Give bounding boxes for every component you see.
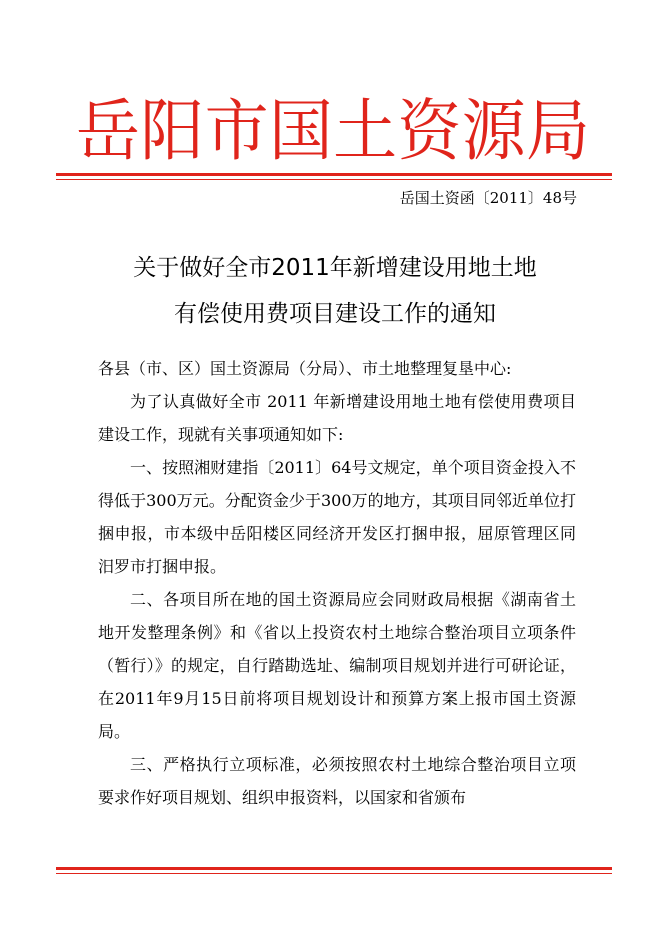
title-line-2: 有偿使用费项目建设工作的通知 bbox=[174, 301, 496, 327]
masthead-char: 资 bbox=[397, 93, 462, 171]
footer-divider-thin bbox=[56, 873, 612, 874]
footer-divider-thick bbox=[56, 867, 612, 870]
masthead-char: 岳 bbox=[76, 93, 140, 171]
body-paragraph: 为了认真做好全市 2011 年新增建设用地土地有偿使用费项目建设工作，现就有关事项通知如下: bbox=[98, 392, 576, 444]
masthead-divider-thick bbox=[56, 173, 612, 176]
body-paragraph: 三、严格执行立项标准，必须按照农村土地综合整治项目立项要求作好项目规划、组织申报资料，以国家和省颁布 bbox=[98, 755, 576, 807]
body-paragraph: 一、按照湘财建指〔2011〕64号文规定，单个项目资金投入不得低于300万元。分配资金少于300万的地方，其项目同邻近单位打捆申报，市本级中岳阳楼区同经济开发区打捆申报，屈原管理区同汨罗市打捆申报。 bbox=[98, 458, 576, 576]
masthead-char: 土 bbox=[333, 93, 398, 171]
document-body bbox=[98, 352, 576, 814]
masthead-char: 源 bbox=[461, 93, 526, 171]
title-line-1: 关于做好全市2011年新增建设用地土地 bbox=[133, 255, 537, 281]
masthead-char: 阳 bbox=[140, 93, 205, 171]
masthead-char: 局 bbox=[525, 93, 590, 171]
document-number: 岳国土资函〔2011〕48号 bbox=[399, 189, 577, 207]
masthead-char: 市 bbox=[204, 93, 269, 171]
salutation: 各县（市、区）国土资源局（分局）、市土地整理复垦中心: bbox=[98, 359, 512, 378]
masthead-divider-thin bbox=[56, 179, 612, 180]
body-paragraph: 二、各项目所在地的国土资源局应会同财政局根据《湖南省土地开发整理条例》和《省以上投资农村土地综合整治项目立项条件（暂行）》的规定，自行踏勘选址、编制项目规划并进行可研论证，在2011年9月15日前将项目规划设计和预算方案上报市国土资源局。 bbox=[98, 590, 576, 741]
document-title bbox=[60, 245, 610, 337]
masthead-char: 国 bbox=[268, 93, 333, 171]
issuer-masthead bbox=[76, 90, 590, 174]
